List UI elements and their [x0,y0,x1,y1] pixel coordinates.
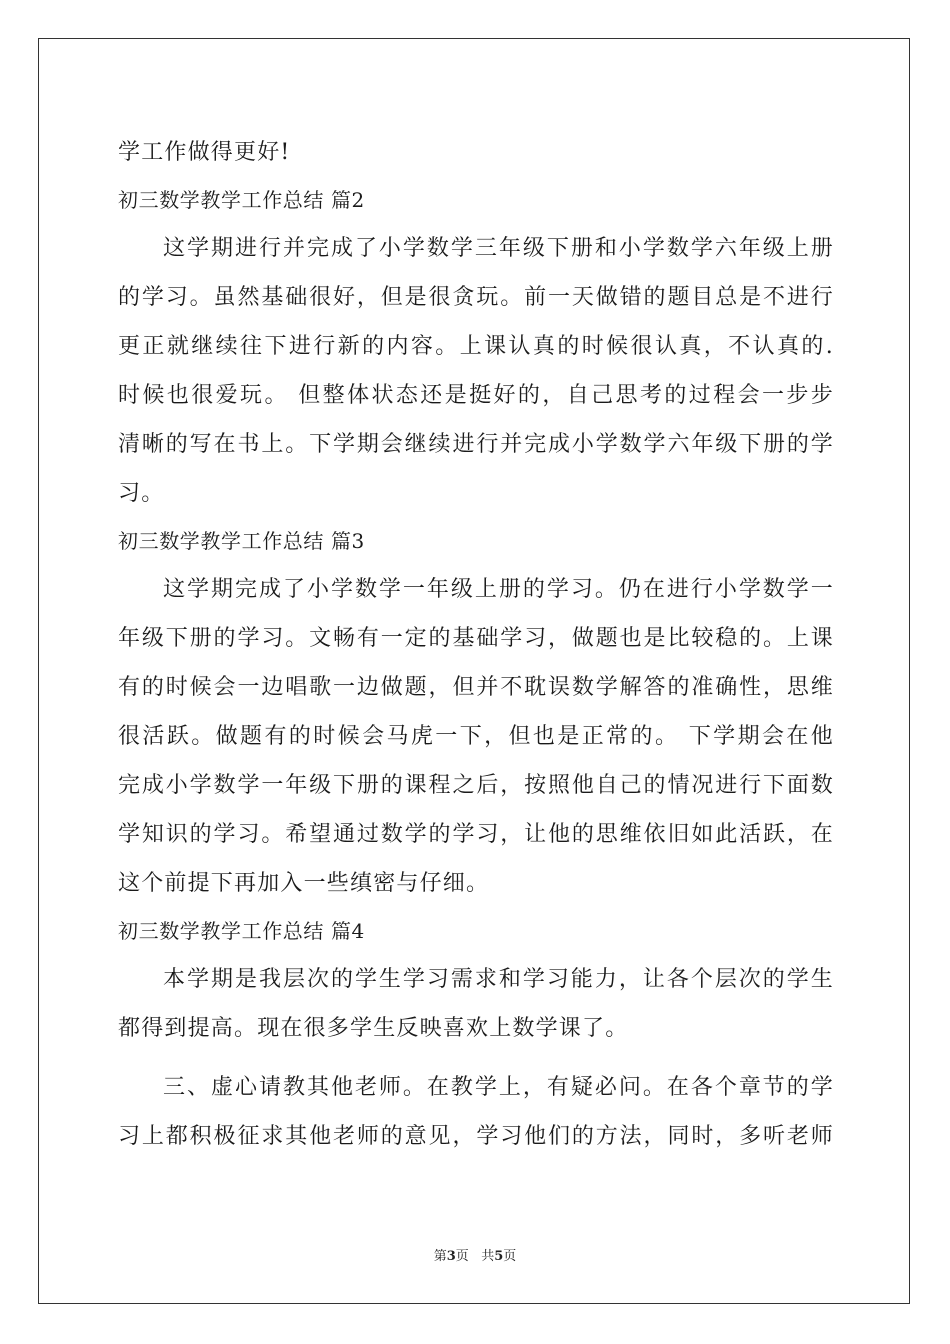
text-line: 有的时候会一边唱歌一边做题，但并不耽误数学解答的准确性，思维 [118,675,834,700]
text-line: 习上都积极征求其他老师的意见，学习他们的方法，同时，多听老师 [118,1124,834,1149]
text-line: 学知识的学习。希望通过数学的学习，让他的思维依旧如此活跃，在 [118,822,834,847]
text-line: 这学期进行并完成了小学数学三年级下册和小学数学六年级上册 [163,236,834,261]
text-line: 更正就继续往下进行新的内容。上课认真的时候很认真，不认真的. [118,334,834,359]
text-line: 年级下册的学习。文畅有一定的基础学习，做题也是比较稳的。上课 [118,626,834,651]
footer-page-suffix: 页 [455,1249,469,1264]
document-body [118,128,834,1161]
footer-page-total: 5 [494,1249,504,1264]
text-line: 都得到提高。现在很多学生反映喜欢上数学课了。 [118,1016,629,1041]
text-line: 本学期是我层次的学生学习需求和学习能力，让各个层次的学生 [163,967,834,992]
text-line: 习。 [118,481,165,506]
text-line: 很活跃。做题有的时候会马虎一下，但也是正常的。 下学期会在他 [118,724,834,749]
text-line: 完成小学数学一年级下册的课程之后，按照他自己的情况进行下面数 [118,773,834,798]
section-heading: 初三数学教学工作总结 篇3 [118,529,365,553]
paragraph-gap [118,1053,834,1063]
footer-total-suffix: 页 [503,1249,517,1264]
section-heading: 初三数学教学工作总结 篇2 [118,188,365,212]
text-line: 学工作做得更好! [118,140,291,165]
page-footer [0,1249,950,1265]
footer-page-current: 3 [446,1249,456,1264]
footer-total-prefix: 共 [481,1249,495,1264]
text-line: 清晰的写在书上。下学期会继续进行并完成小学数学六年级下册的学 [118,432,834,457]
text-line: 时候也很爱玩。 但整体状态还是挺好的，自己思考的过程会一步步 [118,383,834,408]
section-heading: 初三数学教学工作总结 篇4 [118,919,365,943]
text-line: 这学期完成了小学数学一年级上册的学习。仍在进行小学数学一 [163,577,834,602]
text-line: 这个前提下再加入一些缜密与仔细。 [118,871,490,896]
text-line: 三、虚心请教其他老师。在教学上，有疑必问。在各个章节的学 [163,1075,834,1100]
text-line: 的学习。虽然基础很好，但是很贪玩。前一天做错的题目总是不进行 [118,285,834,310]
footer-page-prefix: 第 [433,1249,447,1264]
